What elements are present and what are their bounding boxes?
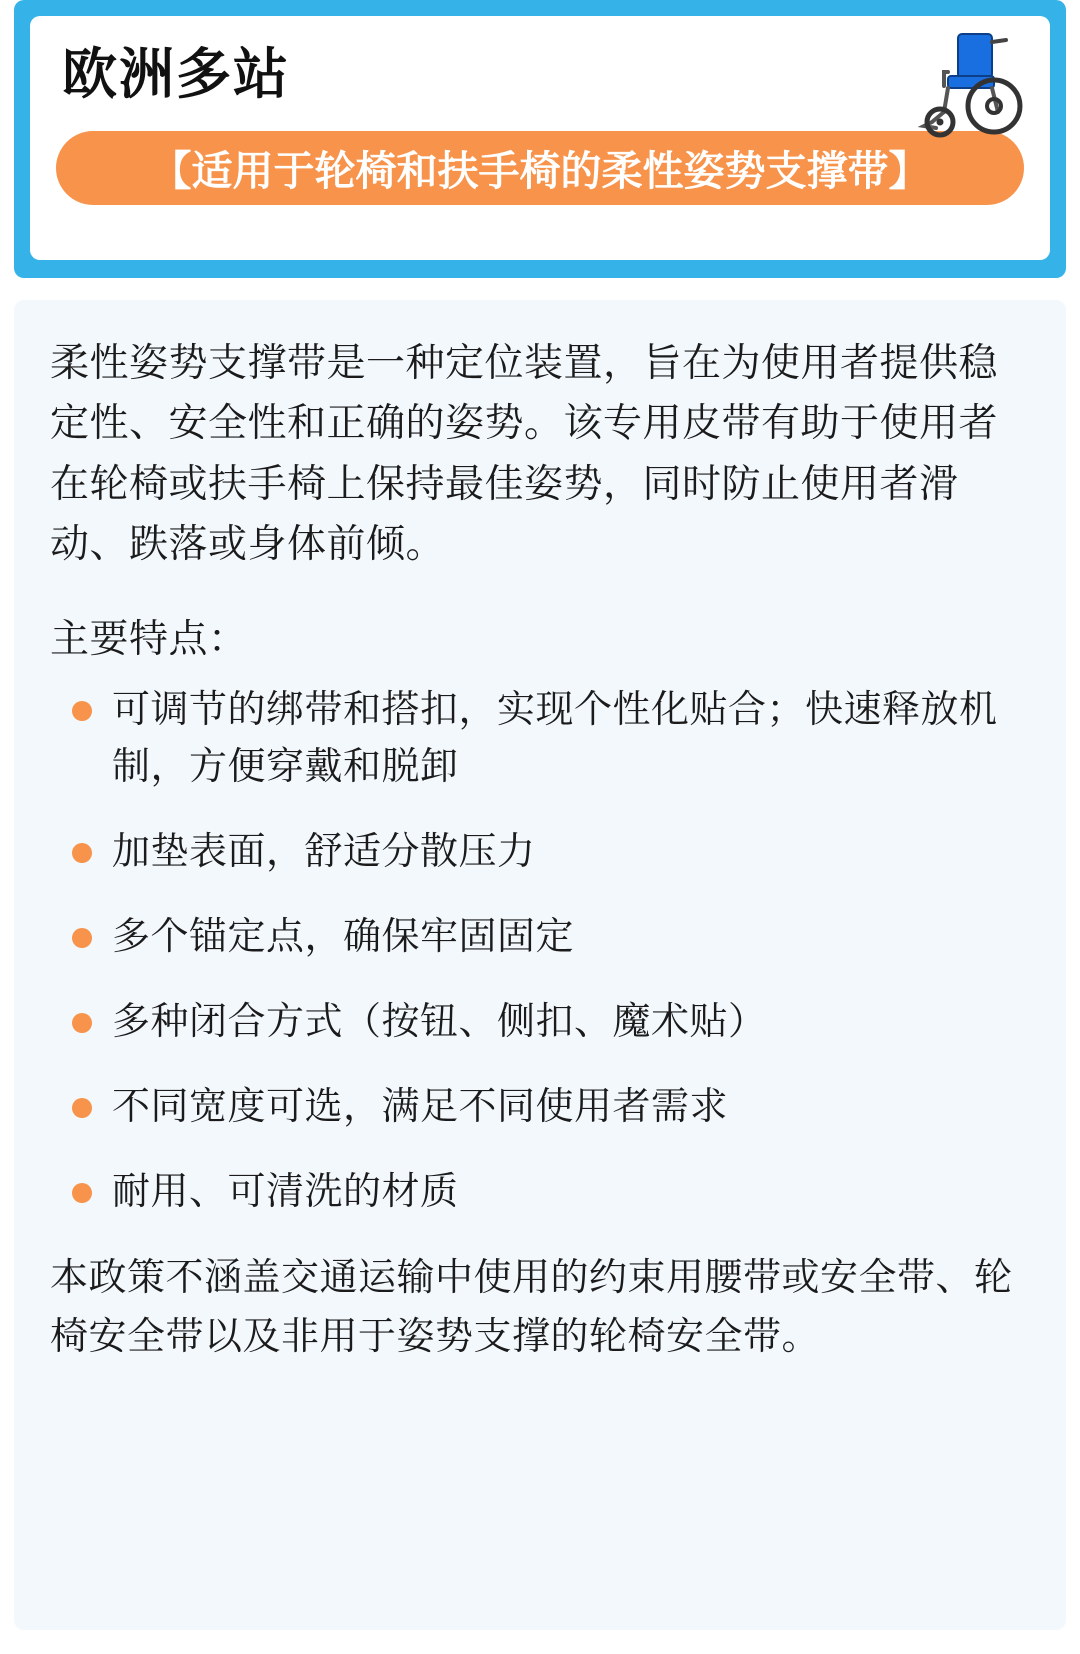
intro-paragraph: 柔性姿势支撑带是一种定位装置，旨在为使用者提供稳定性、安全性和正确的姿势。该专用皮带有助于使用者在轮椅或扶手椅上保持最佳姿势，同时防止使用者滑动、跌落或身体前倾。 [50,342,999,567]
list-item-label: 多种闭合方式（按钮、侧扣、魔术贴） [112,1000,767,1043]
list-item [50,1164,1030,1221]
subtitle-pill-label: 【适用于轮椅和扶手椅的柔性姿势支撑带】 [150,148,930,194]
list-item-label: 加垫表面，舒适分散压力 [112,830,536,873]
list-item [50,824,1030,881]
bullet-icon [72,701,92,721]
list-item [50,994,1030,1051]
list-item [50,909,1030,966]
list-item-label: 不同宽度可选，满足不同使用者需求 [112,1085,729,1128]
features-list [50,682,1030,1221]
bullet-icon [72,1013,92,1033]
list-item [50,682,1030,796]
bullet-icon [72,1098,92,1118]
bullet-icon [72,928,92,948]
list-item-label: 多个锚定点，确保牢固固定 [112,915,575,958]
bullet-icon [72,843,92,863]
header-banner [14,0,1066,278]
features-heading: 主要特点： [50,617,248,661]
subtitle-pill [56,131,1024,205]
footnote-paragraph: 本政策不涵盖交通运输中使用的约束用腰带或安全带、轮椅安全带以及非用于姿势支撑的轮椅安全带。 [50,1256,1013,1358]
content-card [14,300,1066,1630]
header-banner-inner [30,16,1050,260]
page-title: 欧洲多站 [62,43,291,105]
list-item [50,1079,1030,1136]
bullet-icon [72,1183,92,1203]
wheelchair-icon [902,26,1032,146]
list-item-label: 耐用、可清洗的材质 [112,1170,459,1213]
list-item-label: 可调节的绑带和搭扣，实现个性化贴合；快速释放机制，方便穿戴和脱卸 [112,688,998,788]
